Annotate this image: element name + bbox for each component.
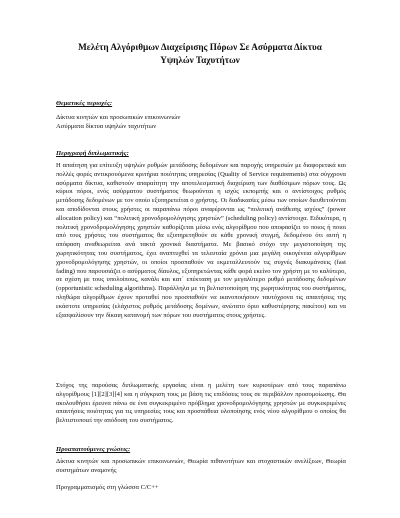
description-heading: Περιγραφή διπλωματικής: bbox=[56, 150, 129, 157]
prerequisites-heading: Προαπαιτούμενες γνώσεις: bbox=[56, 446, 131, 453]
description-paragraph-2: Στόχος της παρούσας διπλωματικής εργασίας είναι η μελέτη των κυριοτέρων από τους παραπάνω αλγορίθμους [1][2][3][4] και η σύγκριση τους με βάση τις επιδόσεις τους σε περιβάλλον προσομοίωσης. Θα ακολουθήσει έρευνα πάνω σε ένα συγκεκριμένο πρόβλημα χρονοδρομολόγησης χρηστών με συγκεκριμένες απαιτήσεις ποιότητας για τις υπηρεσίες τους και προσπάθεια υλοποίησης ενός νέου αλγορίθμου ο οποίος θα βελτιστοποιεί την απόδοση του συστήματος. bbox=[56, 382, 346, 425]
document-title bbox=[40, 41, 360, 67]
description-paragraph-1: Η απαίτηση για επίτευξη υψηλών ρυθμών μετάδοσης δεδομένων και παροχής υπηρεσιών με διαφορετικά και πολλές φορές αντικρουόμενα κριτήρια ποιότητας υπηρεσίας (Quality of Service requirements) στα σύγχρονα ασύρματα δίκτυα, καθιστούν απαραίτητη την αποτελεσματική διαχείριση των διαθέσιμων πόρων τους. Ως κύριοι πόροι, ενός ασύρματου συστήματος θεωρούνται η ισχύς εκπομπής και ο αντίστοιχος ρυθμός μετάδοσης δεδομένων με τον οποίο εξυπηρετείται ο χρήστης. Οι διαδικασίες μέσω των οποίων διευθετούνται και αποδίδονται στους χρήστες οι παραπάνω πόροι αναφέρονται ως “πολιτική ανάθεσης ισχύος” (power allocation policy) και “πολιτική χρονοδρομολόγησης χρηστών” (scheduling policy) αντίστοιχα. Ειδικότερα, η πολιτική χρονοδρομολόγησης χρηστών καθορίζεται μέσω ενός αλγορίθμου που αποφασίζει το ποιος ή ποιοι από τους χρήστες του συστήματος θα εξυπηρετηθούν σε κάθε χρονική στιγμή, δεδομένου ότι αυτή η απόφαση αναθεωρείται ανά τακτά χρονικά διαστήματα. Με βασικό στόχο την μεγιστοποίηση της χωρητικότητας του συστήματος, έχει αναπτυχθεί τα τελευταία χρόνια μια μεγάλη οικογένεια αλγορίθμων χρονοδρομολόγησης χρηστών, οι οποίοι προσπαθούν να εκμεταλλευτούν τις συχνές διακυμάνσεις (fast fading) που παρουσιάζει ο ασύρματος δίαυλος, εξυπηρετώντας κάθε φορά εκείνο τον χρήστη με το καλύτερο, σε σχέση με τους υπολοίπους, κανάλι και κατ΄ επέκταση με τον μεγαλύτερο ρυθμό μετάδοσης δεδομένων (opportunistic scheduling algorithms). Παράλληλα με τη βελτιστοποίηση της χωρητικότητας του συστήματος, πληθώρα αλγορίθμων έχουν προταθεί που προσπαθούν να ικανοποιήσουν ταυτόχρονα τις απαιτήσεις της εκάστοτε υπηρεσίας (ελάχιστος ρυθμός μετάδοσης δομένων, ανώτατο όριο καθυστέρησης πακέτου) και να εξασφαλίσουν την δίκαιη κατανομή των πόρων του συστήματος στους χρήστες. bbox=[56, 162, 346, 319]
title-line-2: Υψηλών Ταχυτήτων bbox=[160, 55, 240, 65]
title-line-1: Μελέτη Αλγόριθμων Διαχείρισης Πόρων Σε Ασύρματα Δίκτυα bbox=[78, 42, 322, 52]
programming-line: Προγραμματισμός στη γλώσσα C/C++ bbox=[56, 484, 159, 491]
prerequisites-paragraph: Δίκτυα κινητών και προσωπικών επικοινωνιών, Θεωρία πιθανοτήτων και στοχαστικών ανελίξεων, Θεωρία συστημάτων αναμονής bbox=[56, 458, 346, 474]
areas-heading: Θεματικές περιοχές: bbox=[56, 100, 113, 107]
area-item-1: Δίκτυα κινητών και προσωπικών επικοινωνιών bbox=[56, 114, 181, 121]
area-item-2: Ασύρματα δίκτυα υψηλών ταχυτήτων bbox=[56, 123, 157, 130]
